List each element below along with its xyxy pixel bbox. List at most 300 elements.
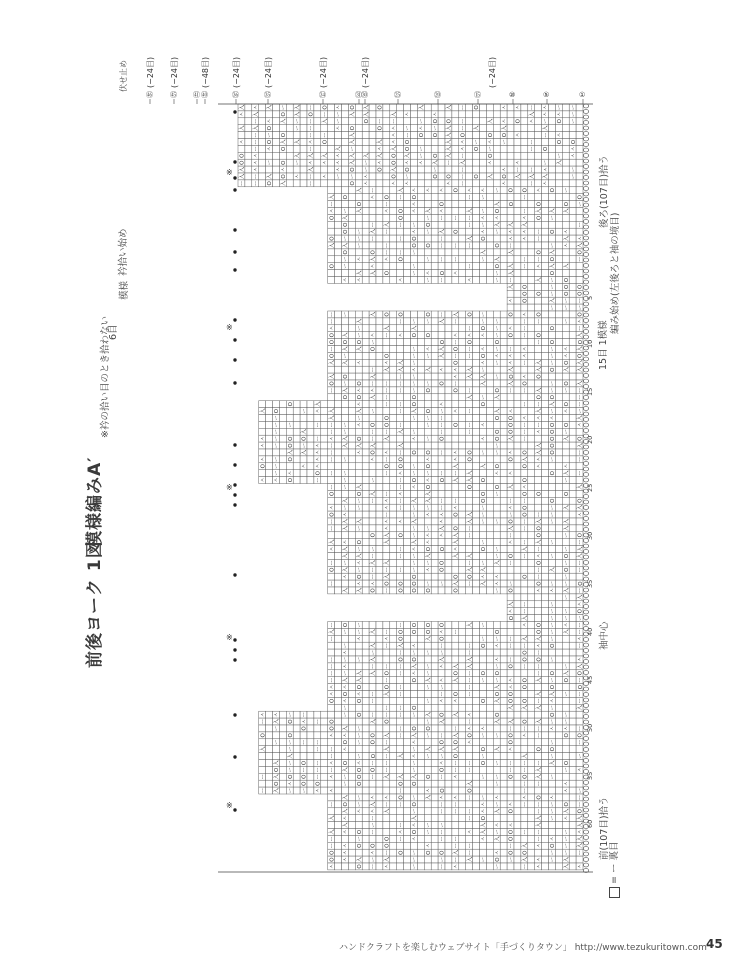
stitch-cell <box>542 152 549 159</box>
stitch-symbol: ㅅ <box>481 187 488 193</box>
stitch-symbol: ー <box>563 304 570 311</box>
stitch-cell <box>549 787 556 794</box>
stitch-symbol: O <box>405 139 412 145</box>
stitch-cell <box>293 415 300 422</box>
stitch-cell <box>397 132 404 139</box>
stitch-cell <box>348 587 355 594</box>
stitch-cell <box>335 256 342 263</box>
stitch-cell <box>514 387 521 394</box>
stitch-cell <box>417 732 424 739</box>
stitch-cell <box>555 656 562 663</box>
stitch-symbol: O <box>398 257 405 262</box>
stitch-cell <box>445 829 452 836</box>
stitch-cell <box>417 449 424 456</box>
stitch-cell <box>376 366 383 373</box>
stitch-symbol: ー <box>460 166 467 173</box>
stitch-cell <box>569 642 576 649</box>
stitch-cell <box>500 235 507 242</box>
stitch-cell <box>445 256 452 263</box>
stitch-symbol: ー <box>329 442 336 449</box>
stitch-symbol: O <box>494 339 501 345</box>
stitch-cell <box>459 753 466 760</box>
stitch-cell <box>500 497 507 504</box>
stitch-cell <box>348 532 355 539</box>
stitch-cell <box>390 311 397 318</box>
stitch-symbol: 入 <box>488 118 495 125</box>
stitch-symbol: 入 <box>550 401 557 407</box>
stitch-cell <box>369 835 376 842</box>
stitch-cell <box>480 139 487 146</box>
stitch-symbol: ー <box>467 408 474 414</box>
stitch-cell <box>362 470 369 477</box>
stitch-cell <box>459 649 466 656</box>
stitch-cell <box>452 435 459 442</box>
stitch-cell <box>459 263 466 270</box>
stitch-cell <box>486 194 493 201</box>
stitch-cell <box>417 249 424 256</box>
stitch-cell <box>514 649 521 656</box>
stitch-cell <box>576 490 583 497</box>
stitch-symbol: ー <box>384 201 391 207</box>
stitch-symbol: ー <box>336 173 343 180</box>
stitch-cell <box>376 132 383 139</box>
stitch-symbol: ー <box>543 118 550 125</box>
stitch-cell <box>431 394 438 401</box>
stitch-cell <box>300 125 307 132</box>
stitch-cell <box>369 704 376 711</box>
stitch-symbol: 入 <box>439 228 446 235</box>
stitch-symbol: ー <box>481 318 488 325</box>
stitch-cell <box>576 463 583 470</box>
stitch-cell <box>535 152 542 159</box>
stitch-cell <box>335 208 342 215</box>
stitch-cell <box>486 801 493 808</box>
stitch-cell <box>383 649 390 656</box>
stitch-symbol: 入 <box>543 173 550 180</box>
stitch-cell <box>390 704 397 711</box>
stitch-cell <box>424 111 431 118</box>
stitch-cell <box>452 428 459 435</box>
stitch-cell <box>348 677 355 684</box>
stitch-cell <box>445 622 452 629</box>
stitch-cell <box>569 242 576 249</box>
stitch-cell <box>528 594 535 601</box>
stitch-cell <box>542 842 549 849</box>
stitch-symbol: ー <box>412 373 419 380</box>
stitch-cell <box>431 849 438 856</box>
stitch-cell <box>362 829 369 836</box>
stitch-cell <box>397 766 404 773</box>
stitch-cell <box>486 435 493 442</box>
stitch-cell <box>549 152 556 159</box>
stitch-cell <box>528 504 535 511</box>
stitch-symbol: ㅅ <box>412 228 419 235</box>
stitch-cell <box>376 497 383 504</box>
stitch-cell <box>335 670 342 677</box>
stitch-cell <box>266 732 273 739</box>
stitch-cell <box>500 573 507 580</box>
stitch-cell <box>404 490 411 497</box>
stitch-symbol: ㅅ <box>405 111 412 118</box>
stitch-cell <box>514 815 521 822</box>
stitch-cell <box>555 842 562 849</box>
stitch-cell <box>383 787 390 794</box>
stitch-cell <box>459 249 466 256</box>
stitch-cell <box>404 380 411 387</box>
stitch-cell <box>569 387 576 394</box>
stitch-symbol: ー <box>412 415 419 421</box>
stitch-cell <box>335 477 342 484</box>
stitch-cell <box>369 725 376 732</box>
stitch-cell <box>466 152 473 159</box>
stitch-cell <box>486 449 493 456</box>
stitch-symbol: ㅅ <box>536 187 543 193</box>
stitch-cell <box>397 104 404 111</box>
stitch-cell <box>362 504 369 511</box>
stitch-symbol: O <box>329 236 336 241</box>
stitch-cell <box>266 428 273 435</box>
stitch-cell <box>273 118 280 125</box>
stitch-cell <box>459 449 466 456</box>
stitch-cell <box>542 725 549 732</box>
stitch-cell <box>383 408 390 415</box>
stitch-cell <box>480 339 487 346</box>
stitch-cell <box>362 773 369 780</box>
stitch-cell <box>355 470 362 477</box>
stitch-cell <box>569 787 576 794</box>
stitch-cell <box>486 760 493 767</box>
stitch-cell <box>431 194 438 201</box>
stitch-cell <box>521 566 528 573</box>
stitch-cell <box>500 145 507 152</box>
stitch-cell <box>438 553 445 560</box>
stitch-cell <box>307 442 314 449</box>
stitch-cell <box>369 677 376 684</box>
stitch-symbol: ㅅ <box>267 146 274 152</box>
stitch-cell <box>307 428 314 435</box>
stitch-cell <box>362 325 369 332</box>
stitch-cell <box>335 277 342 284</box>
stitch-cell <box>569 235 576 242</box>
stitch-cell <box>411 787 418 794</box>
stitch-cell <box>486 346 493 353</box>
stitch-cell <box>362 145 369 152</box>
stitch-cell <box>569 435 576 442</box>
stitch-cell <box>480 656 487 663</box>
stitch-cell <box>514 297 521 304</box>
stitch-symbol: ー <box>294 159 301 166</box>
stitch-cell <box>411 256 418 263</box>
stitch-cell <box>417 463 424 470</box>
stitch-cell <box>473 428 480 435</box>
stitch-symbol: O <box>501 174 508 179</box>
stitch-cell <box>342 718 349 725</box>
stitch-symbol: ー <box>329 387 336 394</box>
stitch-cell <box>445 380 452 387</box>
stitch-cell <box>431 518 438 525</box>
stitch-cell <box>404 842 411 849</box>
stitch-cell <box>397 339 404 346</box>
stitch-cell <box>480 849 487 856</box>
stitch-cell <box>348 760 355 767</box>
stitch-cell <box>459 428 466 435</box>
stitch-symbol: 入 <box>467 235 474 242</box>
stitch-cell <box>362 408 369 415</box>
stitch-cell <box>383 815 390 822</box>
stitch-cell <box>500 725 507 732</box>
stitch-symbol: ー <box>370 187 377 194</box>
stitch-cell <box>459 477 466 484</box>
stitch-symbol: ー <box>308 125 315 131</box>
stitch-symbol: ー <box>550 408 557 414</box>
stitch-cell <box>528 228 535 235</box>
stitch-cell <box>266 470 273 477</box>
stitch-cell <box>480 766 487 773</box>
stitch-cell <box>514 559 521 566</box>
stitch-cell <box>555 228 562 235</box>
stitch-cell <box>459 863 466 870</box>
stitch-cell <box>417 546 424 553</box>
stitch-cell <box>411 132 418 139</box>
stitch-cell <box>307 766 314 773</box>
stitch-symbol: O <box>412 401 419 407</box>
stitch-symbol: O <box>453 229 460 234</box>
stitch-cell <box>431 428 438 435</box>
stitch-cell <box>348 808 355 815</box>
stitch-symbol: ㅅ <box>377 146 384 152</box>
stitch-cell <box>335 780 342 787</box>
stitch-symbol: 入 <box>543 125 550 131</box>
stitch-cell <box>404 104 411 111</box>
stitch-cell <box>348 842 355 849</box>
stitch-symbol: ー <box>308 118 315 125</box>
stitch-cell <box>397 842 404 849</box>
stitch-cell <box>452 635 459 642</box>
stitch-symbol: 入 <box>508 270 515 276</box>
stitch-cell <box>445 442 452 449</box>
stitch-symbol: ㅅ <box>412 366 419 373</box>
stitch-cell <box>459 435 466 442</box>
stitch-cell <box>390 463 397 470</box>
stitch-cell <box>514 277 521 284</box>
stitch-symbol: ー <box>329 422 336 428</box>
stitch-cell <box>528 242 535 249</box>
stitch-cell <box>376 263 383 270</box>
stitch-cell <box>424 339 431 346</box>
stitch-cell <box>507 780 514 787</box>
stitch-symbol: ー <box>370 235 377 242</box>
stitch-cell <box>445 628 452 635</box>
stitch-cell <box>431 104 438 111</box>
stitch-cell <box>328 573 335 580</box>
stitch-cell <box>431 484 438 491</box>
stitch-cell <box>555 766 562 773</box>
stitch-cell <box>500 649 507 656</box>
stitch-cell <box>328 166 335 173</box>
stitch-symbol: ー <box>453 256 460 263</box>
stitch-symbol: ー <box>494 346 501 352</box>
stitch-cell <box>528 808 535 815</box>
stitch-cell <box>348 346 355 353</box>
stitch-symbol: ㅅ <box>370 387 377 394</box>
stitch-cell <box>493 125 500 132</box>
stitch-cell <box>438 373 445 380</box>
stitch-cell <box>452 642 459 649</box>
stitch-cell <box>514 849 521 856</box>
stitch-cell <box>486 573 493 580</box>
stitch-symbol: 入 <box>239 104 246 111</box>
stitch-cell <box>514 332 521 339</box>
stitch-cell <box>335 573 342 580</box>
stitch-cell <box>362 332 369 339</box>
stitch-cell <box>417 773 424 780</box>
stitch-cell <box>417 746 424 753</box>
stitch-cell <box>493 380 500 387</box>
stitch-symbol: 入 <box>494 201 501 207</box>
stitch-cell <box>431 463 438 470</box>
stitch-symbol: ㅅ <box>412 201 419 207</box>
stitch-cell <box>562 601 569 608</box>
stitch-cell <box>542 187 549 194</box>
stitch-cell <box>535 242 542 249</box>
stitch-symbol: ㅅ <box>384 208 391 214</box>
stitch-cell <box>445 208 452 215</box>
stitch-symbol: 入 <box>343 359 350 366</box>
stitch-cell <box>569 622 576 629</box>
stitch-cell <box>569 394 576 401</box>
stitch-symbol: ー <box>522 428 529 435</box>
stitch-cell <box>500 753 507 760</box>
stitch-cell <box>397 394 404 401</box>
stitch-symbol: 入 <box>329 359 336 366</box>
stitch-cell <box>514 663 521 670</box>
stitch-cell <box>362 525 369 532</box>
stitch-symbol: ㅅ <box>543 166 550 173</box>
stitch-cell <box>473 201 480 208</box>
stitch-cell <box>445 635 452 642</box>
stitch-cell <box>542 415 549 422</box>
stitch-cell <box>335 815 342 822</box>
stitch-cell <box>452 518 459 525</box>
stitch-cell <box>273 180 280 187</box>
stitch-cell <box>528 601 535 608</box>
stitch-cell <box>452 104 459 111</box>
stitch-cell <box>555 711 562 718</box>
stitch-symbol: ー <box>563 387 570 394</box>
stitch-cell <box>445 559 452 566</box>
stitch-cell <box>507 214 514 221</box>
stitch-cell <box>362 373 369 380</box>
stitch-cell <box>473 649 480 656</box>
stitch-symbol: ー <box>570 104 577 111</box>
stitch-cell <box>555 856 562 863</box>
stitch-cell <box>493 166 500 173</box>
stitch-cell <box>390 635 397 642</box>
stitch-cell <box>507 649 514 656</box>
stitch-cell <box>362 787 369 794</box>
stitch-cell <box>459 311 466 318</box>
stitch-cell <box>473 470 480 477</box>
stitch-symbol: ー <box>494 318 501 325</box>
stitch-cell <box>314 145 321 152</box>
stitch-symbol: 入 <box>508 366 515 373</box>
stitch-cell <box>328 780 335 787</box>
stitch-cell <box>404 449 411 456</box>
stitch-cell <box>473 346 480 353</box>
stitch-cell <box>473 691 480 698</box>
stitch-cell <box>431 766 438 773</box>
stitch-cell <box>335 401 342 408</box>
stitch-cell <box>555 456 562 463</box>
stitch-cell <box>355 311 362 318</box>
stitch-cell <box>500 277 507 284</box>
stitch-cell <box>348 691 355 698</box>
stitch-cell <box>555 615 562 622</box>
stitch-cell <box>335 704 342 711</box>
stitch-cell <box>514 780 521 787</box>
stitch-cell <box>286 463 293 470</box>
stitch-cell <box>528 649 535 656</box>
stitch-symbol: O <box>370 346 377 352</box>
stitch-symbol: O <box>343 339 350 345</box>
stitch-cell <box>390 208 397 215</box>
stitch-cell <box>417 359 424 366</box>
stitch-cell <box>390 587 397 594</box>
stitch-cell <box>424 325 431 332</box>
stitch-symbol: 入 <box>577 242 584 249</box>
stitch-cell <box>390 511 397 518</box>
stitch-symbol: O <box>405 167 412 172</box>
stitch-cell <box>369 415 376 422</box>
stitch-cell <box>362 339 369 346</box>
stitch-cell <box>383 263 390 270</box>
stitch-cell <box>576 518 583 525</box>
stitch-cell <box>424 173 431 180</box>
stitch-cell <box>266 408 273 415</box>
stitch-cell <box>452 787 459 794</box>
stitch-cell <box>486 822 493 829</box>
stitch-symbol: ー <box>494 325 501 332</box>
stitch-cell <box>459 642 466 649</box>
stitch-cell <box>348 787 355 794</box>
stitch-cell <box>466 180 473 187</box>
stitch-cell <box>293 421 300 428</box>
stitch-symbol: 入 <box>536 208 543 214</box>
stitch-cell <box>500 415 507 422</box>
stitch-cell <box>473 132 480 139</box>
stitch-symbol: ー <box>508 277 515 283</box>
stitch-symbol: 入 <box>577 332 584 338</box>
stitch-cell <box>293 442 300 449</box>
stitch-cell <box>486 842 493 849</box>
stitch-cell <box>555 677 562 684</box>
stitch-symbol: 入 <box>494 256 501 263</box>
stitch-cell <box>286 173 293 180</box>
stitch-cell <box>542 470 549 477</box>
stitch-cell <box>390 553 397 560</box>
stitch-cell <box>404 808 411 815</box>
stitch-cell <box>266 766 273 773</box>
stitch-cell <box>431 753 438 760</box>
stitch-cell <box>569 587 576 594</box>
stitch-symbol: 入 <box>356 408 363 414</box>
stitch-cell <box>417 173 424 180</box>
stitch-cell <box>514 801 521 808</box>
stitch-cell <box>480 470 487 477</box>
stitch-cell <box>328 139 335 146</box>
stitch-cell <box>500 525 507 532</box>
stitch-cell <box>459 711 466 718</box>
